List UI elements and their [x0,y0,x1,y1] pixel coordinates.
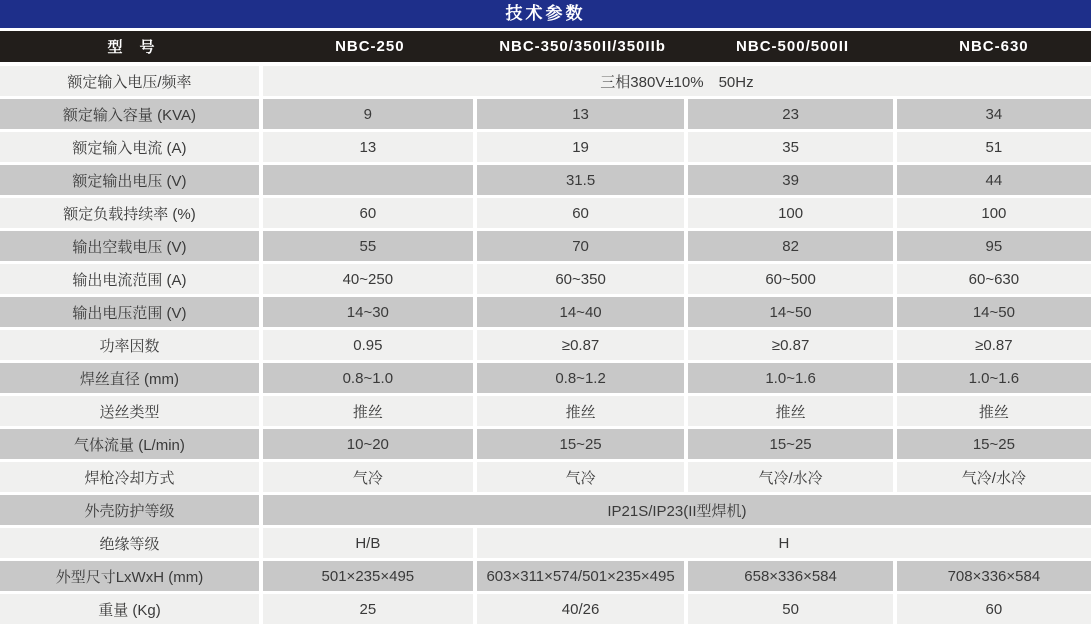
cell-value: 19 [477,132,689,165]
cell-value: 15~25 [897,429,1091,462]
cell-value: 气冷 [263,462,477,495]
cell-value: 23 [688,99,896,132]
cell-value: ≥0.87 [688,330,896,363]
cell-value: 40~250 [263,264,477,297]
header-model-nbc630: NBC-630 [897,31,1091,66]
table-row-protection-class [0,495,1091,528]
cell-value: 14~40 [477,297,689,330]
header-model-nbc500: NBC-500/500II [688,31,896,66]
cell-value: 44 [897,165,1091,198]
page-title: 技术参数 [0,0,1091,28]
header-model-nbc250: NBC-250 [263,31,477,66]
cell-label: 额定负载持续率 (%) [0,198,263,231]
cell-value: 31.5 [477,165,689,198]
cell-label: 送丝类型 [0,396,263,429]
table-row-insulation-class [0,528,1091,561]
cell-label: 外壳防护等级 [0,495,263,528]
cell-label: 气体流量 (L/min) [0,429,263,462]
cell-value: 气冷/水冷 [897,462,1091,495]
table-row-input-voltage [0,66,1091,99]
cell-value: 0.8~1.0 [263,363,477,396]
cell-label: 输出电压范围 (V) [0,297,263,330]
cell-value: 95 [897,231,1091,264]
cell-value: 60~500 [688,264,896,297]
table-row-power-factor [0,330,1091,363]
header-model-label: 型 号 [0,31,263,66]
cell-label: 绝缘等级 [0,528,263,561]
cell-value: 70 [477,231,689,264]
cell-value: 10~20 [263,429,477,462]
cell-value: 50 [688,594,896,627]
cell-label: 输出电流范围 (A) [0,264,263,297]
table-row-no-load-voltage [0,231,1091,264]
cell-value: 14~50 [897,297,1091,330]
cell-label: 额定输入容量 (KVA) [0,99,263,132]
cell-value: 708×336×584 [897,561,1091,594]
cell-value: 55 [263,231,477,264]
cell-value: 气冷 [477,462,689,495]
cell-value: 推丝 [897,396,1091,429]
cell-value: 推丝 [263,396,477,429]
cell-value: 0.95 [263,330,477,363]
cell-value: 15~25 [477,429,689,462]
table-row-wire-feed-type [0,396,1091,429]
cell-value-merged: H [477,528,1091,561]
header-model-nbc350: NBC-350/350II/350IIb [477,31,689,66]
cell-value: 100 [897,198,1091,231]
table-row-output-voltage [0,165,1091,198]
cell-label: 额定输入电流 (A) [0,132,263,165]
cell-value: 603×311×574/501×235×495 [477,561,689,594]
cell-value: 60~350 [477,264,689,297]
cell-value: 501×235×495 [263,561,477,594]
table-row-wire-diameter [0,363,1091,396]
cell-value: 0.8~1.2 [477,363,689,396]
table-row-voltage-range [0,297,1091,330]
cell-value: 51 [897,132,1091,165]
cell-value: 13 [263,132,477,165]
cell-value: 34 [897,99,1091,132]
cell-label: 焊丝直径 (mm) [0,363,263,396]
table-row-gas-flow [0,429,1091,462]
cell-value: 82 [688,231,896,264]
cell-label: 重量 (Kg) [0,594,263,627]
table-row-torch-cooling [0,462,1091,495]
cell-value: 658×336×584 [688,561,896,594]
table-row-input-current [0,132,1091,165]
header-row [0,31,1091,66]
cell-value: 1.0~1.6 [897,363,1091,396]
cell-value: 14~30 [263,297,477,330]
cell-value: 推丝 [688,396,896,429]
cell-value: 100 [688,198,896,231]
cell-value: 39 [688,165,896,198]
cell-value: 60 [477,198,689,231]
cell-value: 35 [688,132,896,165]
table-row-weight [0,594,1091,627]
table-row-duty-cycle [0,198,1091,231]
table-row-input-capacity [0,99,1091,132]
cell-label: 外型尺寸LxWxH (mm) [0,561,263,594]
cell-label: 功率因数 [0,330,263,363]
cell-label: 额定输入电压/频率 [0,66,263,99]
cell-label: 输出空载电压 (V) [0,231,263,264]
cell-value: 60~630 [897,264,1091,297]
cell-value: 13 [477,99,689,132]
cell-value: 推丝 [477,396,689,429]
cell-value: 1.0~1.6 [688,363,896,396]
cell-value: 25 [263,594,477,627]
spec-table [0,31,1091,627]
cell-value: 9 [263,99,477,132]
cell-value: 60 [897,594,1091,627]
cell-value-merged: 三相380V±10% 50Hz [263,66,1091,99]
cell-value [263,165,477,198]
cell-value: ≥0.87 [897,330,1091,363]
cell-label: 焊枪冷却方式 [0,462,263,495]
cell-value: 40/26 [477,594,689,627]
cell-label: 额定输出电压 (V) [0,165,263,198]
cell-value: ≥0.87 [477,330,689,363]
cell-value: 14~50 [688,297,896,330]
cell-value-merged: IP21S/IP23(II型焊机) [263,495,1091,528]
cell-value: 60 [263,198,477,231]
table-row-current-range [0,264,1091,297]
cell-value: 15~25 [688,429,896,462]
cell-value: 气冷/水冷 [688,462,896,495]
table-row-dimensions [0,561,1091,594]
cell-value: H/B [263,528,477,561]
